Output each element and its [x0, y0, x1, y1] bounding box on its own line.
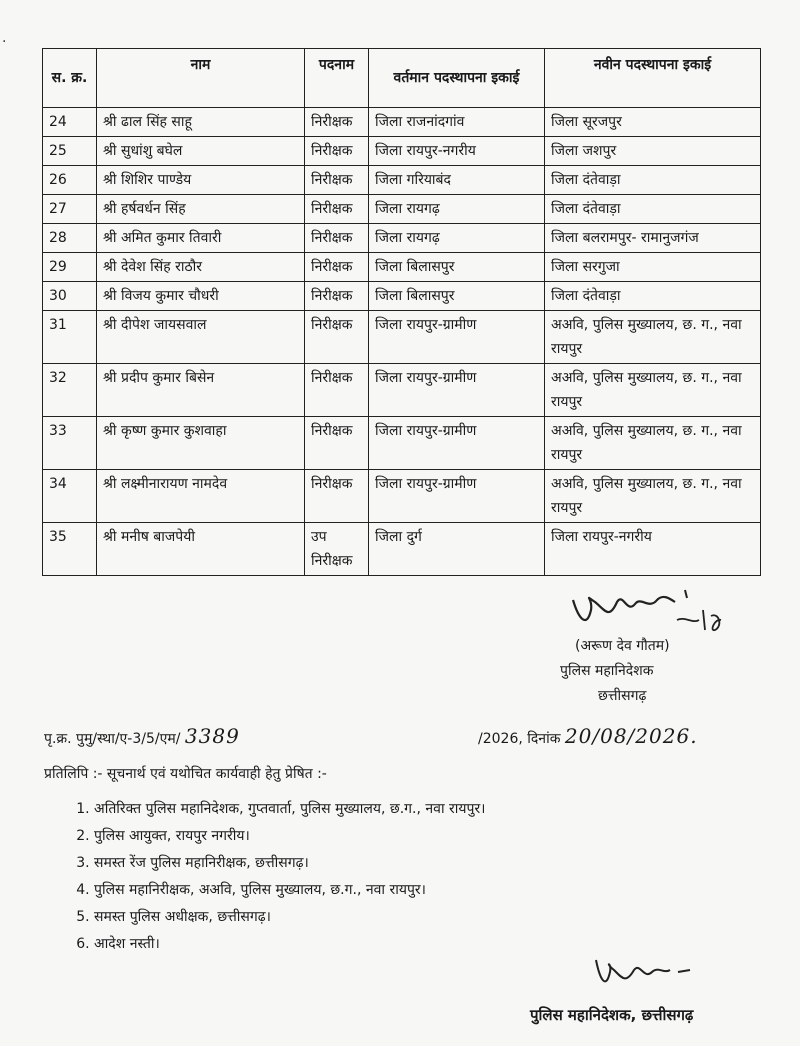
cell-name: श्री हर्षवर्धन सिंह — [97, 195, 305, 224]
cell-current: जिला रायपुर-ग्रामीण — [369, 311, 545, 364]
header-designation: पदनाम — [305, 49, 369, 108]
cell-current: जिला बिलासपुर — [369, 282, 545, 311]
cell-name: श्री प्रदीप कुमार बिसेन — [97, 364, 305, 417]
cell-designation: निरीक्षक — [305, 224, 369, 253]
memo-ref-number: 3389 — [184, 724, 240, 748]
cell-new: जिला सरगुजा — [545, 253, 761, 282]
cell-sn: 33 — [43, 417, 97, 470]
cell-designation: निरीक्षक — [305, 137, 369, 166]
cell-new: जिला बलरामपुर- रामानुजगंज — [545, 224, 761, 253]
cell-name: श्री शिशिर पाण्डेय — [97, 166, 305, 195]
table-row — [43, 282, 761, 311]
cell-designation: निरीक्षक — [305, 195, 369, 224]
table-row — [43, 137, 761, 166]
cell-name: श्री दीपेश जायसवाल — [97, 311, 305, 364]
cell-sn: 30 — [43, 282, 97, 311]
table-row — [43, 523, 761, 576]
cell-new: अअवि, पुलिस मुख्यालय, छ. ग., नवा रायपुर — [545, 470, 761, 523]
cell-sn: 32 — [43, 364, 97, 417]
cell-current: जिला रायपुर-ग्रामीण — [369, 417, 545, 470]
cell-new: जिला सूरजपुर — [545, 108, 761, 137]
cell-current: जिला बिलासपुर — [369, 253, 545, 282]
cell-name: श्री सुधांशु बघेल — [97, 137, 305, 166]
table-row — [43, 470, 761, 523]
signature-mark — [565, 580, 735, 640]
cell-designation: निरीक्षक — [305, 108, 369, 137]
table-row — [43, 417, 761, 470]
cell-name: श्री लक्ष्मीनारायण नामदेव — [97, 470, 305, 523]
signatory-designation: पुलिस महानिदेशक — [560, 663, 654, 679]
cell-current: जिला रायगढ़ — [369, 224, 545, 253]
cell-current: जिला रायगढ़ — [369, 195, 545, 224]
cell-sn: 31 — [43, 311, 97, 364]
cell-designation: उप निरीक्षक — [305, 523, 369, 576]
table-row — [43, 253, 761, 282]
cell-sn: 26 — [43, 166, 97, 195]
cell-designation: निरीक्षक — [305, 311, 369, 364]
table-row — [43, 108, 761, 137]
recipient-list — [70, 796, 714, 958]
cell-sn: 25 — [43, 137, 97, 166]
table-row — [43, 166, 761, 195]
cell-current: जिला राजनांदगांव — [369, 108, 545, 137]
cell-new: जिला दंतेवाड़ा — [545, 195, 761, 224]
signatory-state: छत्तीसगढ़ — [598, 688, 647, 704]
cell-name: श्री मनीष बाजपेयी — [97, 523, 305, 576]
signatory-name: (अरूण देव गौतम) — [575, 638, 670, 654]
cell-name: श्री देवेश सिंह राठौर — [97, 253, 305, 282]
table-row — [43, 224, 761, 253]
cell-new: अअवि, पुलिस मुख्यालय, छ. ग., नवा रायपुर — [545, 364, 761, 417]
cell-designation: निरीक्षक — [305, 282, 369, 311]
cell-designation: निरीक्षक — [305, 470, 369, 523]
list-item: 2. पुलिस आयुक्त, रायपुर नगरीय। — [94, 823, 714, 850]
cell-new: अअवि, पुलिस मुख्यालय, छ. ग., नवा रायपुर — [545, 311, 761, 364]
cell-new: जिला रायपुर-नगरीय — [545, 523, 761, 576]
cell-designation: निरीक्षक — [305, 364, 369, 417]
cell-name: श्री अमित कुमार तिवारी — [97, 224, 305, 253]
cell-designation: निरीक्षक — [305, 166, 369, 195]
memo-year: /2026, दिनांक — [478, 731, 561, 747]
footer-designation: पुलिस महानिदेशक, छत्तीसगढ़ — [530, 1006, 694, 1024]
list-item: 6. आदेश नस्ती। — [94, 931, 714, 958]
cell-sn: 35 — [43, 523, 97, 576]
header-sn: स. क्र. — [43, 49, 97, 108]
memo-reference — [44, 724, 240, 748]
cell-sn: 29 — [43, 253, 97, 282]
signature-mark — [590, 950, 700, 1000]
cell-new: जिला जशपुर — [545, 137, 761, 166]
cell-name: श्री विजय कुमार चौधरी — [97, 282, 305, 311]
header-current-posting: वर्तमान पदस्थापना इकाई — [369, 49, 545, 108]
copy-to-heading: प्रतिलिपि :- सूचनार्थ एवं यथोचित कार्यवाही हेतु प्रेषित :- — [44, 766, 327, 782]
cell-current: जिला रायपुर-ग्रामीण — [369, 364, 545, 417]
cell-sn: 24 — [43, 108, 97, 137]
cell-current: जिला रायपुर-ग्रामीण — [369, 470, 545, 523]
cell-new: जिला दंतेवाड़ा — [545, 282, 761, 311]
cell-current: जिला गरियाबंद — [369, 166, 545, 195]
table-row — [43, 195, 761, 224]
list-item: 5. समस्त पुलिस अधीक्षक, छत्तीसगढ़। — [94, 904, 714, 931]
table-header-row — [43, 49, 761, 108]
memo-ref-prefix: पृ.क्र. पुमु/स्था/ए-3/5/एम/ — [44, 731, 181, 747]
cell-current: जिला रायपुर-नगरीय — [369, 137, 545, 166]
cell-name: श्री ढाल सिंह साहू — [97, 108, 305, 137]
transfer-table — [42, 48, 761, 576]
corner-mark: . — [2, 30, 7, 46]
header-new-posting: नवीन पदस्थापना इकाई — [545, 49, 761, 108]
memo-date-line — [478, 724, 698, 748]
cell-new: जिला दंतेवाड़ा — [545, 166, 761, 195]
memo-date: 20/08/2026. — [564, 724, 698, 748]
table-row — [43, 364, 761, 417]
cell-designation: निरीक्षक — [305, 417, 369, 470]
table-row — [43, 311, 761, 364]
cell-designation: निरीक्षक — [305, 253, 369, 282]
cell-current: जिला दुर्ग — [369, 523, 545, 576]
list-item: 1. अतिरिक्त पुलिस महानिदेशक, गुप्तवार्ता, पुलिस मुख्यालय, छ.ग., नवा रायपुर। — [94, 796, 714, 823]
cell-new: अअवि, पुलिस मुख्यालय, छ. ग., नवा रायपुर — [545, 417, 761, 470]
cell-name: श्री कृष्ण कुमार कुशवाहा — [97, 417, 305, 470]
cell-sn: 34 — [43, 470, 97, 523]
list-item: 4. पुलिस महानिरीक्षक, अअवि, पुलिस मुख्यालय, छ.ग., नवा रायपुर। — [94, 877, 714, 904]
cell-sn: 27 — [43, 195, 97, 224]
header-name: नाम — [97, 49, 305, 108]
cell-sn: 28 — [43, 224, 97, 253]
list-item: 3. समस्त रेंज पुलिस महानिरीक्षक, छत्तीसगढ़। — [94, 850, 714, 877]
